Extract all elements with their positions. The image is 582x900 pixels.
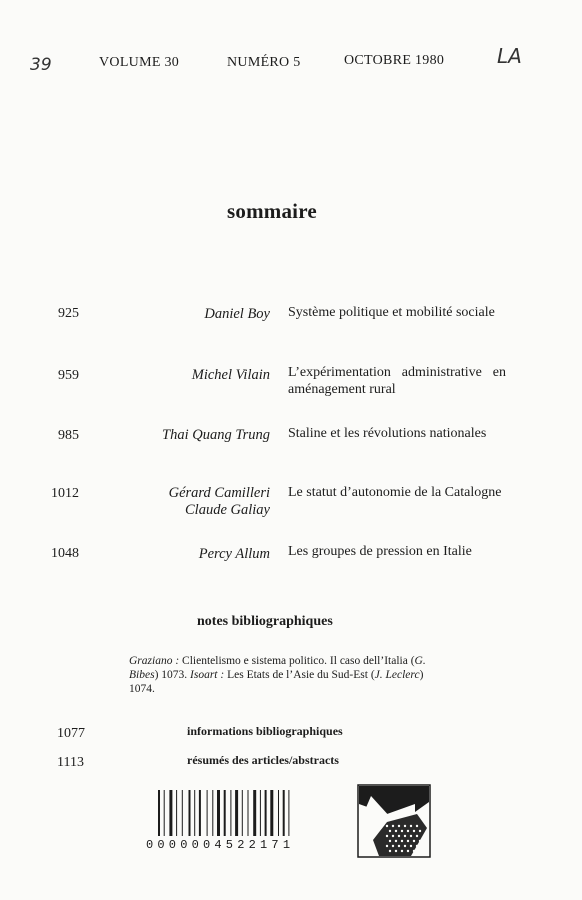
barcode-bar — [199, 790, 201, 836]
resumes-page: 1113 — [57, 755, 84, 770]
article-title: Staline et les révolutions nationales — [288, 426, 487, 441]
logo-dot — [389, 840, 391, 842]
logo-dot — [392, 845, 394, 847]
article-author: Percy Allum — [198, 546, 270, 562]
barcode-bars — [152, 790, 352, 842]
logo-dot — [386, 835, 388, 837]
barcode-bar — [265, 790, 267, 836]
notes-entries — [129, 654, 447, 696]
logo-dot — [410, 845, 412, 847]
resumes-label: résumés des articles/abstracts — [187, 753, 339, 767]
logo-dot — [395, 850, 397, 852]
notes-author: Isoart : — [190, 669, 225, 681]
notes-page: ) 1073. — [154, 669, 191, 681]
logo-dot — [419, 840, 421, 842]
logo-dot — [407, 830, 409, 832]
barcode — [146, 786, 442, 864]
article-title: L’expérimentation administrative en aménagement rural — [288, 365, 506, 397]
article-author: Gérard Camilleri — [168, 485, 270, 501]
logo-dot — [395, 840, 397, 842]
barcode-bar — [253, 790, 256, 836]
logo-dot — [413, 830, 415, 832]
barcode-bar — [235, 790, 238, 836]
logo-dot — [404, 825, 406, 827]
barcode-bar — [242, 790, 243, 836]
barcode-bar — [176, 790, 177, 836]
logo-dot — [404, 845, 406, 847]
barcode-bar — [230, 790, 231, 836]
article-page: 959 — [58, 368, 79, 383]
logo-dot — [398, 835, 400, 837]
barcode-bar — [248, 790, 249, 836]
logo-dot — [404, 835, 406, 837]
logo-dot — [401, 850, 403, 852]
barcode-digits: 0000004522171 — [146, 838, 295, 852]
barcode-bar — [260, 790, 261, 836]
logo-dot — [392, 835, 394, 837]
barcode-bar — [224, 790, 226, 836]
volume-label: VOLUME 30 — [99, 55, 180, 70]
barcode-bar — [270, 790, 273, 836]
notes-text: Les Etats de l’Asie du Sud-Est ( — [224, 669, 375, 681]
notes-author: Graziano : — [129, 655, 180, 667]
article-page: 1048 — [51, 546, 79, 561]
article-author: Michel Vilain — [191, 367, 270, 383]
issue-date: OCTOBRE 1980 — [344, 53, 445, 68]
logo-dot — [386, 845, 388, 847]
notes-page: ) 1074. — [129, 669, 424, 695]
logo-dot — [416, 845, 418, 847]
logo-dot — [413, 850, 415, 852]
logo-dot — [410, 825, 412, 827]
logo-dot — [407, 850, 409, 852]
barcode-bar — [194, 790, 195, 836]
article-title: Les groupes de pression en Italie — [288, 544, 472, 559]
barcode-bar — [169, 790, 172, 836]
logo-dot — [389, 830, 391, 832]
notes-reviewer: G. Bibes — [129, 655, 426, 681]
barcode-bar — [158, 790, 160, 836]
logo-dot — [389, 850, 391, 852]
notes-reviewer: J. Leclerc — [374, 669, 420, 681]
barcode-bar — [212, 790, 213, 836]
logo-dot — [392, 825, 394, 827]
logo-dot — [401, 830, 403, 832]
barcode-bar — [217, 790, 220, 836]
notes-text: Clientelismo e sistema politico. Il caso dell’Italia ( — [179, 655, 415, 667]
barcode-bar — [278, 790, 279, 836]
publisher-logo-icon — [357, 784, 431, 858]
barcode-bar — [189, 790, 191, 836]
barcode-bar — [164, 790, 165, 836]
barcode-bar — [283, 790, 285, 836]
logo-dot — [410, 835, 412, 837]
article-title: Le statut d’autonomie de la Catalogne — [288, 485, 502, 500]
logo-dot — [401, 840, 403, 842]
logo-dot — [398, 825, 400, 827]
article-page: 925 — [58, 306, 79, 321]
logo-dot — [416, 825, 418, 827]
logo-dot — [407, 840, 409, 842]
barcode-bar — [207, 790, 208, 836]
article-page: 1012 — [51, 486, 79, 501]
page-title: sommaire — [227, 199, 317, 223]
issue-number: NUMÉRO 5 — [227, 55, 301, 70]
handwritten-initials: LA — [497, 44, 522, 68]
logo-dot — [416, 835, 418, 837]
logo-dot — [419, 850, 421, 852]
article-author: Thai Quang Trung — [162, 427, 270, 443]
logo-dot — [413, 840, 415, 842]
logo-dot — [395, 830, 397, 832]
notes-heading: notes bibliographiques — [197, 614, 333, 629]
info-page: 1077 — [57, 726, 85, 741]
article-author: Claude Galiay — [185, 502, 270, 518]
logo-dot — [386, 825, 388, 827]
article-author: Daniel Boy — [204, 306, 270, 322]
logo-dot — [419, 830, 421, 832]
logo-dot — [398, 845, 400, 847]
barcode-bar — [288, 790, 289, 836]
info-label: informations bibliographiques — [187, 724, 343, 738]
article-title: Système politique et mobilité sociale — [288, 305, 495, 320]
barcode-bar — [182, 790, 183, 836]
handwritten-page-mark: 39 — [30, 55, 52, 75]
article-page: 985 — [58, 428, 79, 443]
